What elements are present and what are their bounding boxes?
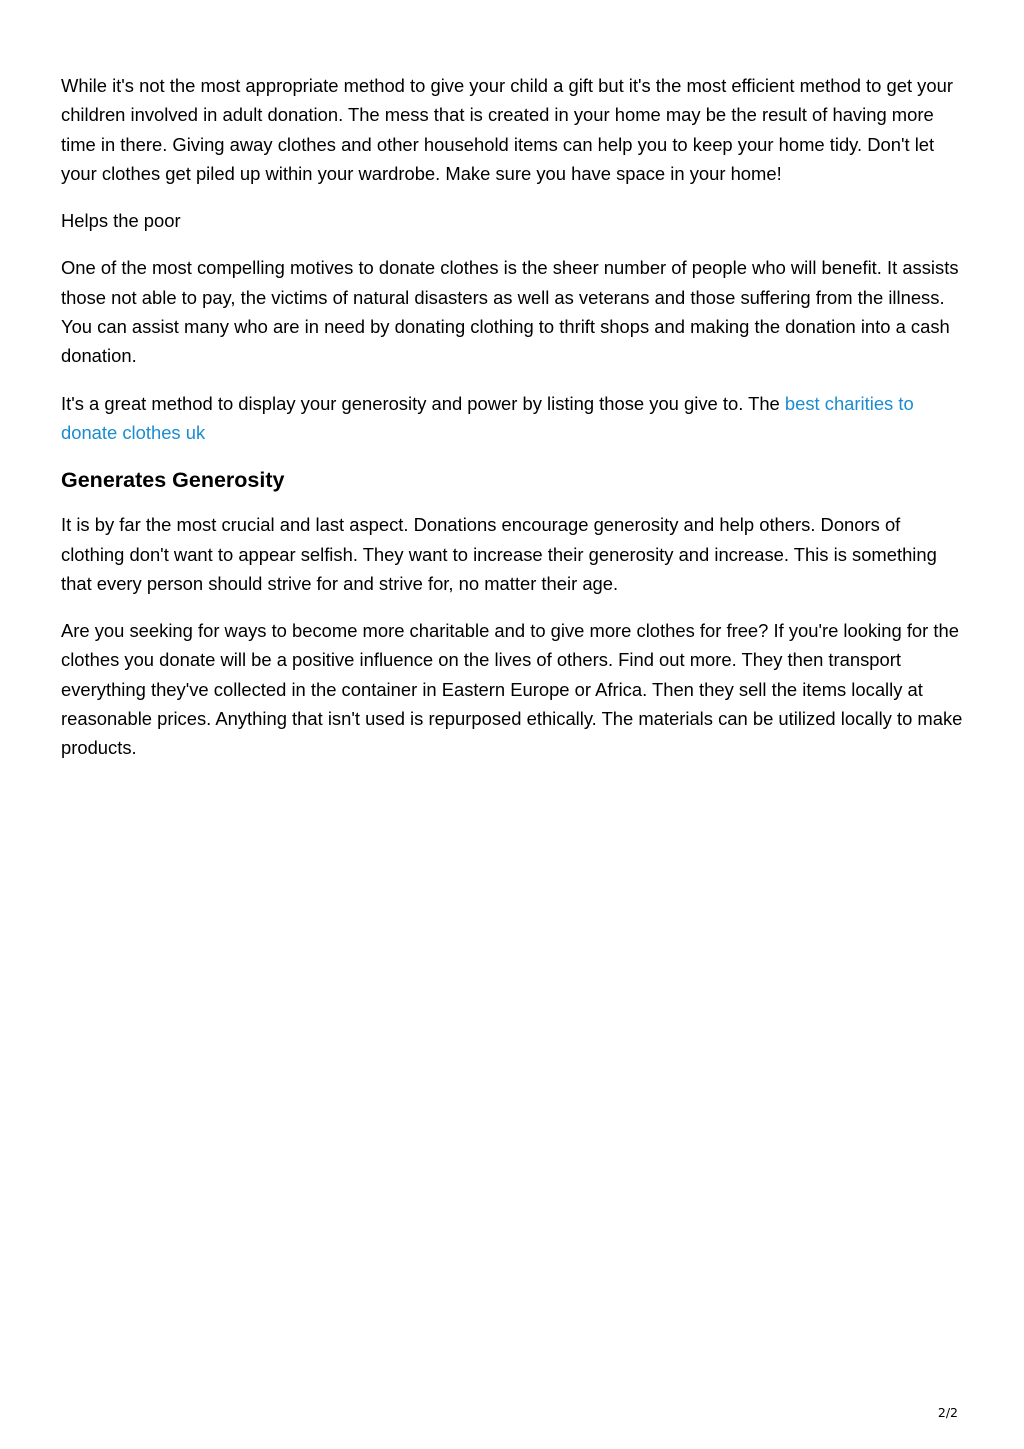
paragraph-crucial-aspect: It is by far the most crucial and last aspect. Donations encourage generosity and help others. Donors of clothing don't want to appear selfish. They want to increase their generosity and increase. This is something that every person should strive for and strive for, no matter their age. <box>61 514 937 594</box>
paragraph-helps-the-poor: Helps the poor <box>61 210 181 232</box>
paragraph-generosity-text: It's a great method to display your generosity and power by listing those you give to. The <box>61 392 785 414</box>
document-body <box>61 71 963 781</box>
paragraph-intro: While it's not the most appropriate method to give your child a gift but it's the most efficient method to get your children involved in adult donation. The mess that is created in your home may be the result of having more time in there. Giving away clothes and other household items can help you to keep your home tidy. Don't let your clothes get piled up within your wardrobe. Make sure you have space in your home! <box>61 75 953 184</box>
page-number: 2/2 <box>937 1405 958 1420</box>
paragraph-charitable: Are you seeking for ways to become more charitable and to give more clothes for free? If you're looking for the clothes you donate will be a positive influence on the lives of others. Find out more. They then transport everything they've collected in the container in Eastern Europe or Africa. Then they sell the items locally at reasonable prices. Anything that isn't used is repurposed ethically. The materials can be utilized locally to make products. <box>61 620 963 759</box>
charities-link[interactable]: best charities to donate clothes uk <box>61 392 914 443</box>
paragraph-generosity-link <box>61 389 963 448</box>
paragraph-motives: One of the most compelling motives to donate clothes is the sheer number of people who will benefit. It assists those not able to pay, the victims of natural disasters as well as veterans and those suffering from the illness. You can assist many who are in need by donating clothing to thrift shops and making the donation into a cash donation. <box>61 257 959 367</box>
section-heading: Generates Generosity <box>61 468 285 493</box>
